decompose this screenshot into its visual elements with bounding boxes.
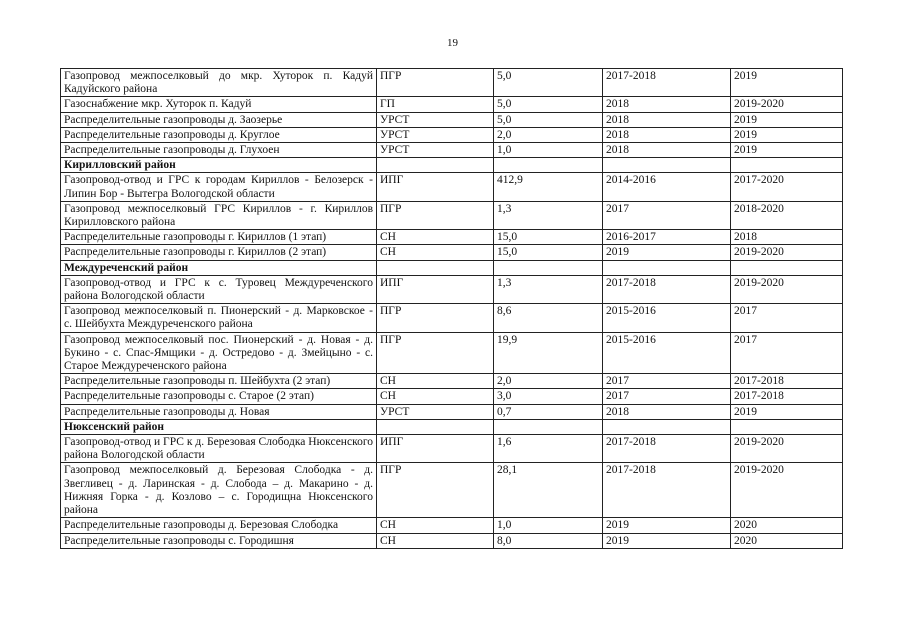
design-years-cell: 2017: [603, 201, 731, 229]
table-row: [61, 374, 843, 389]
object-name-cell: Газопровод межпоселковый ГРС Кириллов - г. Кириллов Кирилловского района: [61, 201, 377, 229]
construction-years-cell: 2019: [731, 112, 843, 127]
object-name-cell: Распределительные газопроводы д. Заозерье: [61, 112, 377, 127]
table-row: [61, 112, 843, 127]
construction-years-cell: 2017-2018: [731, 374, 843, 389]
object-type-cell: ПГР: [377, 463, 494, 518]
empty-cell: [377, 419, 494, 434]
table-row: [61, 97, 843, 112]
design-years-cell: 2018: [603, 143, 731, 158]
object-type-cell: ПГР: [377, 69, 494, 97]
length-cell: 1,0: [494, 518, 603, 533]
table-row: [61, 518, 843, 533]
object-name-cell: Газопровод-отвод и ГРС к с. Туровец Междуреченского района Вологодской области: [61, 275, 377, 303]
length-cell: 8,0: [494, 533, 603, 548]
table-row: [61, 201, 843, 229]
empty-cell: [494, 158, 603, 173]
empty-cell: [494, 260, 603, 275]
length-cell: 15,0: [494, 245, 603, 260]
object-type-cell: ПГР: [377, 332, 494, 374]
object-type-cell: СН: [377, 230, 494, 245]
table-row: [61, 404, 843, 419]
object-name-cell: Газопровод межпоселковый до мкр. Хуторок п. Кадуй Кадуйского района: [61, 69, 377, 97]
design-years-cell: 2019: [603, 533, 731, 548]
design-years-cell: 2017: [603, 374, 731, 389]
design-years-cell: 2019: [603, 245, 731, 260]
table-row: [61, 245, 843, 260]
table-row: [61, 304, 843, 332]
district-name: Нюксенский район: [61, 419, 377, 434]
empty-cell: [603, 158, 731, 173]
length-cell: 2,0: [494, 127, 603, 142]
length-cell: 1,0: [494, 143, 603, 158]
object-type-cell: УРСТ: [377, 112, 494, 127]
table-row: [61, 389, 843, 404]
design-years-cell: 2017: [603, 389, 731, 404]
construction-years-cell: 2017: [731, 332, 843, 374]
length-cell: 1,3: [494, 275, 603, 303]
empty-cell: [603, 260, 731, 275]
construction-years-cell: 2017-2020: [731, 173, 843, 201]
object-name-cell: Газопровод-отвод и ГРС к городам Кириллов - Белозерск - Липин Бор - Вытегра Вологодской области: [61, 173, 377, 201]
object-type-cell: УРСТ: [377, 143, 494, 158]
construction-years-cell: 2019-2020: [731, 463, 843, 518]
object-type-cell: УРСТ: [377, 404, 494, 419]
object-name-cell: Газопровод межпоселковый пос. Пионерский - д. Новая - д. Букино - с. Спас-Ямщики - д. Остредово - д. Змейцыно - с. Старое Междуреченского района: [61, 332, 377, 374]
design-years-cell: 2016-2017: [603, 230, 731, 245]
length-cell: 5,0: [494, 97, 603, 112]
length-cell: 1,6: [494, 435, 603, 463]
empty-cell: [377, 158, 494, 173]
design-years-cell: 2017-2018: [603, 435, 731, 463]
object-name-cell: Распределительные газопроводы с. Городишня: [61, 533, 377, 548]
object-name-cell: Распределительные газопроводы с. Старое (2 этап): [61, 389, 377, 404]
length-cell: 19,9: [494, 332, 603, 374]
construction-years-cell: 2019: [731, 69, 843, 97]
object-name-cell: Газоснабжение мкр. Хуторок п. Кадуй: [61, 97, 377, 112]
length-cell: 15,0: [494, 230, 603, 245]
table-row: [61, 143, 843, 158]
object-type-cell: ИПГ: [377, 173, 494, 201]
object-type-cell: ИПГ: [377, 275, 494, 303]
table-row: [61, 173, 843, 201]
design-years-cell: 2017-2018: [603, 463, 731, 518]
design-years-cell: 2017-2018: [603, 275, 731, 303]
empty-cell: [731, 260, 843, 275]
length-cell: 5,0: [494, 69, 603, 97]
design-years-cell: 2019: [603, 518, 731, 533]
length-cell: 8,6: [494, 304, 603, 332]
empty-cell: [731, 419, 843, 434]
object-name-cell: Распределительные газопроводы д. Глухоен: [61, 143, 377, 158]
page-number: 19: [447, 37, 458, 49]
construction-years-cell: 2019-2020: [731, 275, 843, 303]
object-type-cell: СН: [377, 518, 494, 533]
construction-years-cell: 2017-2018: [731, 389, 843, 404]
object-type-cell: СН: [377, 245, 494, 260]
design-years-cell: 2018: [603, 404, 731, 419]
object-name-cell: Газопровод межпоселковый д. Березовая Слободка - д. Звегливец - д. Ларинская - д. Слобода – д. Макарино - д. Нижняя Горка - д. Козлово – с. Городищна Нюксенского района: [61, 463, 377, 518]
table-row: [61, 463, 843, 518]
design-years-cell: 2018: [603, 127, 731, 142]
object-name-cell: Газопровод-отвод и ГРС к д. Березовая Слободка Нюксенского района Вологодской области: [61, 435, 377, 463]
design-years-cell: 2014-2016: [603, 173, 731, 201]
object-type-cell: ПГР: [377, 304, 494, 332]
table-row: [61, 275, 843, 303]
length-cell: 1,3: [494, 201, 603, 229]
object-name-cell: Газопровод межпоселковый п. Пионерский - д. Марковское - с. Шейбухта Междуреченского района: [61, 304, 377, 332]
district-name: Кирилловский район: [61, 158, 377, 173]
table-row: [61, 230, 843, 245]
construction-years-cell: 2019: [731, 143, 843, 158]
district-name: Междуреченский район: [61, 260, 377, 275]
construction-years-cell: 2020: [731, 518, 843, 533]
construction-years-cell: 2019-2020: [731, 435, 843, 463]
length-cell: 412,9: [494, 173, 603, 201]
length-cell: 2,0: [494, 374, 603, 389]
design-years-cell: 2018: [603, 97, 731, 112]
object-name-cell: Распределительные газопроводы п. Шейбухта (2 этап): [61, 374, 377, 389]
object-type-cell: ГП: [377, 97, 494, 112]
construction-years-cell: 2017: [731, 304, 843, 332]
district-header-row: [61, 158, 843, 173]
design-years-cell: 2018: [603, 112, 731, 127]
object-type-cell: ПГР: [377, 201, 494, 229]
construction-years-cell: 2019-2020: [731, 97, 843, 112]
object-type-cell: ИПГ: [377, 435, 494, 463]
length-cell: 0,7: [494, 404, 603, 419]
table-row: [61, 127, 843, 142]
object-type-cell: СН: [377, 533, 494, 548]
gas-pipeline-table: [60, 68, 843, 549]
object-name-cell: Распределительные газопроводы г. Кириллов (1 этап): [61, 230, 377, 245]
construction-years-cell: 2020: [731, 533, 843, 548]
empty-cell: [377, 260, 494, 275]
construction-years-cell: 2019-2020: [731, 245, 843, 260]
object-name-cell: Распределительные газопроводы д. Новая: [61, 404, 377, 419]
construction-years-cell: 2018-2020: [731, 201, 843, 229]
table-body: [61, 69, 843, 549]
length-cell: 3,0: [494, 389, 603, 404]
object-type-cell: УРСТ: [377, 127, 494, 142]
table-row: [61, 533, 843, 548]
empty-cell: [494, 419, 603, 434]
design-years-cell: 2015-2016: [603, 332, 731, 374]
length-cell: 5,0: [494, 112, 603, 127]
construction-years-cell: 2019: [731, 127, 843, 142]
empty-cell: [731, 158, 843, 173]
object-type-cell: СН: [377, 389, 494, 404]
object-name-cell: Распределительные газопроводы д. Березовая Слободка: [61, 518, 377, 533]
object-type-cell: СН: [377, 374, 494, 389]
construction-years-cell: 2019: [731, 404, 843, 419]
length-cell: 28,1: [494, 463, 603, 518]
empty-cell: [603, 419, 731, 434]
design-years-cell: 2015-2016: [603, 304, 731, 332]
table-row: [61, 435, 843, 463]
construction-years-cell: 2018: [731, 230, 843, 245]
object-name-cell: Распределительные газопроводы г. Кириллов (2 этап): [61, 245, 377, 260]
design-years-cell: 2017-2018: [603, 69, 731, 97]
district-header-row: [61, 260, 843, 275]
table-row: [61, 69, 843, 97]
object-name-cell: Распределительные газопроводы д. Круглое: [61, 127, 377, 142]
table-row: [61, 332, 843, 374]
district-header-row: [61, 419, 843, 434]
